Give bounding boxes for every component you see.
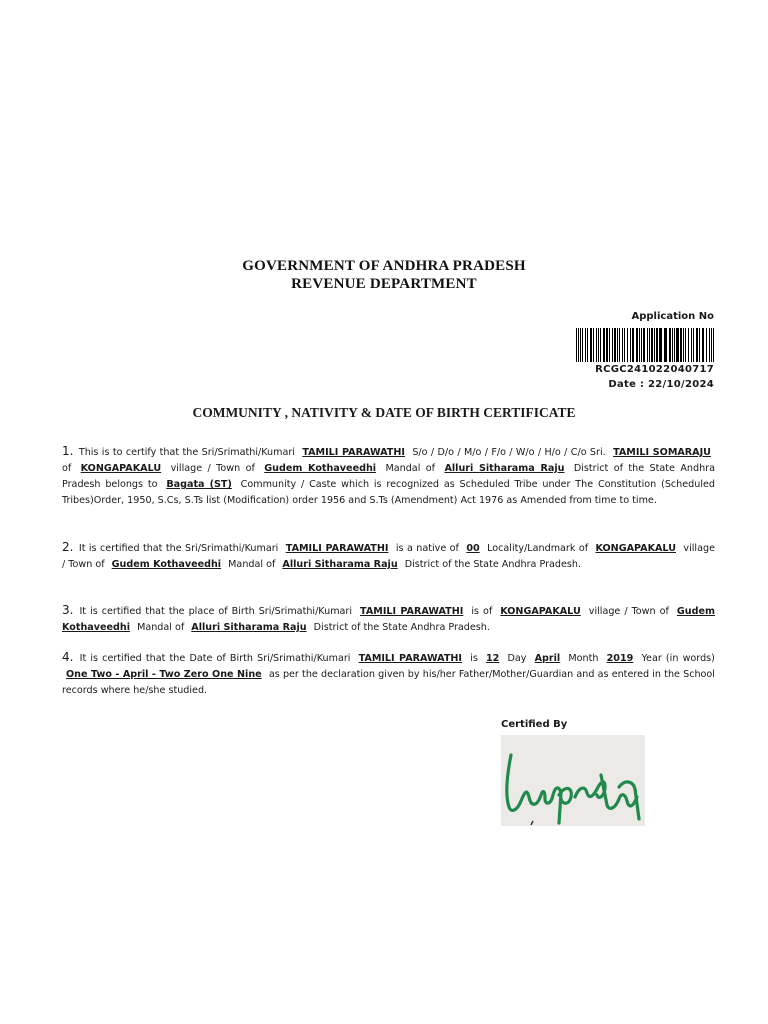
application-number-label: Application No: [631, 311, 714, 322]
handwritten-signature: [501, 735, 645, 826]
barcode-bar: [612, 328, 613, 362]
barcode-bar: [624, 328, 625, 362]
applicant-name: TAMILI PARAWATHI: [360, 606, 464, 617]
paragraph-text: This is to certify that the Sri/Srimathi/Kumari: [78, 447, 295, 458]
paragraph-text: Mandal of: [137, 622, 185, 633]
paragraph-number: 2.: [62, 540, 74, 554]
barcode-bar: [713, 328, 714, 362]
paragraph-number: 4.: [62, 650, 74, 664]
community-name: Bagata (ST): [166, 479, 232, 490]
barcode-bar: [656, 328, 658, 362]
paragraph-text: Mandal of: [385, 463, 436, 474]
birth-day: 12: [485, 653, 500, 664]
paragraph-text: is of: [471, 606, 493, 617]
barcode-bar: [669, 328, 671, 362]
barcode-bar: [593, 328, 594, 362]
barcode-bar: [672, 328, 673, 362]
paragraph-text: village / Town of: [170, 463, 255, 474]
paragraph-text: Month: [568, 653, 599, 664]
barcode-bar: [699, 328, 700, 362]
certificate-title: COMMUNITY , NATIVITY & DATE OF BIRTH CERTIFICATE: [192, 405, 576, 420]
paragraph-text: is: [470, 653, 478, 664]
barcode-bar: [587, 328, 588, 362]
paragraph-text: Community / Caste which is recognized as Scheduled Tribe under The Constitution (Scheduled Tribes)Order, 1950, S.Cs, S.Ts list (Modification) order 1956 and S.Ts (Amendment) Act 1976 as Amended from time to time.: [62, 479, 715, 506]
barcode-bar: [617, 328, 618, 362]
village-name: KONGAPAKALU: [595, 543, 676, 554]
applicant-name: TAMILI PARAWATHI: [358, 653, 462, 664]
district-name: Alluri Sitharama Raju: [282, 559, 398, 570]
barcode-bar: [598, 328, 599, 362]
birth-date-in-words: One Two - April - Two Zero One Nine: [66, 669, 262, 680]
barcode-bar: [639, 328, 640, 362]
birth-month: April: [534, 653, 561, 664]
paragraph-text: It is certified that the Sri/Srimathi/Kumari: [78, 543, 279, 554]
barcode-bar: [619, 328, 620, 362]
barcode-bar: [576, 328, 577, 362]
paragraph-text: Mandal of: [228, 559, 276, 570]
paragraph-text: District of the State Andhra Pradesh belongs to: [62, 463, 715, 490]
barcode-bar: [651, 328, 653, 362]
barcode-bar: [636, 328, 638, 362]
barcode-bar: [622, 328, 623, 362]
applicant-name: TAMILI PARAWATHI: [285, 543, 389, 554]
barcode-bar: [578, 328, 579, 362]
paragraph-text: village / Town of: [588, 606, 669, 617]
barcode-bar: [685, 328, 686, 362]
district-name: Alluri Sitharama Raju: [191, 622, 307, 633]
paragraph-text: S/o / D/o / M/o / F/o / W/o / H/o / C/o Sri.: [412, 447, 606, 458]
barcode-bar: [614, 328, 616, 362]
barcode-bar: [627, 328, 628, 362]
barcode-bar: [711, 328, 712, 362]
paragraph-text: village / Town of: [62, 543, 715, 570]
barcode-bar: [709, 328, 710, 362]
barcode-bar: [676, 328, 679, 362]
barcode-bar: [580, 328, 581, 362]
parent-name: TAMILI SOMARAJU: [613, 447, 711, 458]
applicant-name: TAMILI PARAWATHI: [302, 447, 405, 458]
paragraph-text: of: [62, 463, 72, 474]
barcode-bar: [702, 328, 704, 362]
paragraph-nativity: [62, 539, 715, 573]
barcode-bar: [641, 328, 642, 362]
certified-by-label: Certified By: [501, 719, 568, 730]
paragraph-text: Locality/Landmark of: [487, 543, 589, 554]
locality-code: 00: [466, 543, 480, 554]
signature-image: [501, 735, 645, 826]
paragraph-text: Year (in words): [641, 653, 715, 664]
barcode-bar: [609, 328, 610, 362]
barcode-bar: [688, 328, 689, 362]
barcode: [576, 328, 716, 362]
barcode-bar: [664, 328, 667, 362]
paragraph-community: [62, 443, 715, 509]
barcode-bar: [585, 328, 586, 362]
paragraph-text: District of the State Andhra Pradesh.: [404, 559, 582, 570]
barcode-bar: [603, 328, 605, 362]
barcode-bar: [647, 328, 648, 362]
barcode-bar: [606, 328, 608, 362]
paragraph-text: as per the declaration given by his/her Father/Mother/Guardian and as entered in the School records where he/she studied.: [62, 669, 715, 696]
barcode-bar: [693, 328, 694, 362]
paragraph-text: District of the State Andhra Pradesh.: [313, 622, 490, 633]
barcode-bar: [596, 328, 597, 362]
barcode-bar: [691, 328, 692, 362]
village-name: KONGAPAKALU: [80, 463, 162, 474]
birth-year: 2019: [606, 653, 634, 664]
barcode-bar: [630, 328, 631, 362]
paragraph-text: It is certified that the place of Birth Sri/Srimathi/Kumari: [79, 606, 353, 617]
barcode-bar: [683, 328, 684, 362]
barcode-bar: [643, 328, 645, 362]
mandal-name: Gudem Kothaveedhi: [111, 559, 222, 570]
barcode-bar: [696, 328, 698, 362]
barcode-bar: [706, 328, 707, 362]
barcode-bar: [590, 328, 592, 362]
barcode-bar: [674, 328, 675, 362]
mandal-name: Gudem Kothaveedhi: [62, 606, 715, 633]
barcode-bar: [632, 328, 634, 362]
paragraph-birthplace: [62, 602, 715, 636]
paragraph-number: 3.: [62, 603, 74, 617]
paragraph-number: 1.: [62, 444, 74, 458]
barcode-bar: [582, 328, 583, 362]
paragraph-date-of-birth: [62, 649, 715, 699]
barcode-bar: [600, 328, 601, 362]
mandal-name: Gudem Kothaveedhi: [264, 463, 377, 474]
paragraph-text: It is certified that the Date of Birth Sri/Srimathi/Kumari: [79, 653, 351, 664]
barcode-bar: [680, 328, 682, 362]
issue-date: Date : 22/10/2024: [608, 379, 714, 390]
application-number: RCGC241022040717: [595, 364, 714, 375]
barcode-bar: [649, 328, 650, 362]
paragraph-text: is a native of: [395, 543, 459, 554]
government-heading: GOVERNMENT OF ANDHRA PRADESH: [242, 258, 526, 274]
village-name: KONGAPAKALU: [500, 606, 581, 617]
department-heading: REVENUE DEPARTMENT: [291, 276, 477, 292]
paragraph-text: Day: [507, 653, 527, 664]
district-name: Alluri Sitharama Raju: [444, 463, 565, 474]
barcode-bar: [654, 328, 655, 362]
barcode-bar: [659, 328, 662, 362]
